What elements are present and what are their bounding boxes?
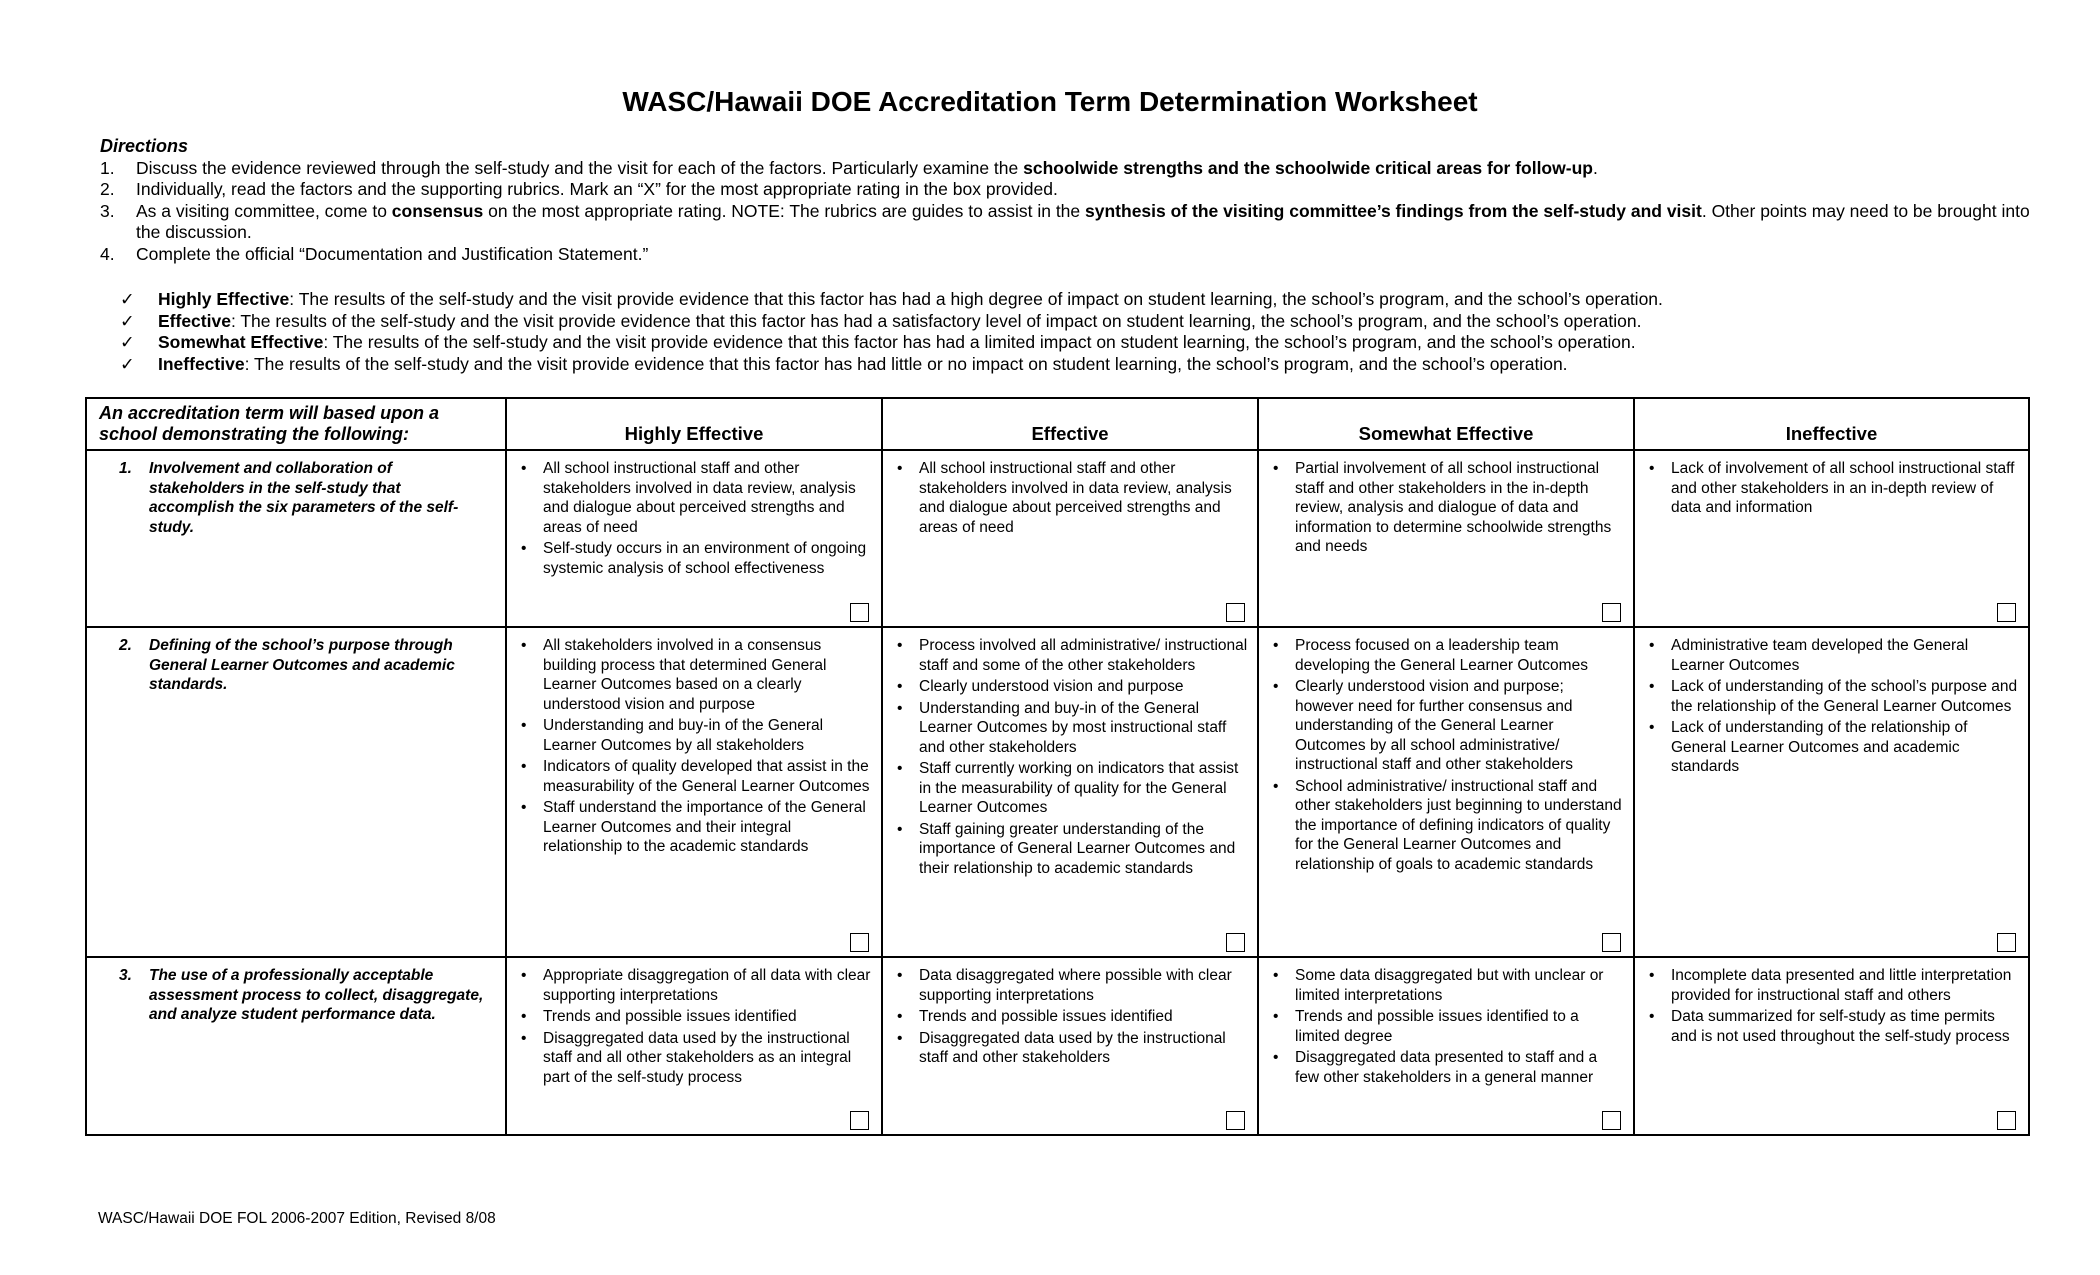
rubric-table (85, 397, 2030, 1136)
factor-description (87, 628, 505, 695)
criteria-item: • Appropriate disaggregation of all data with clear supporting interpretations (543, 966, 873, 1005)
factor-column-header: An accreditation term will based upon a school demonstrating the following: (86, 398, 506, 450)
rating-definition (120, 332, 2060, 354)
directions-list (100, 158, 2040, 266)
rating-checkbox[interactable] (1997, 1111, 2016, 1130)
criteria-item: • School administrative/ instructional staff and other stakeholders just beginning to understand the importance of defining indicators of quality for the General Learner Outcomes and relationship of goals to academic standards (1295, 777, 1625, 875)
rubric-cell (1634, 450, 2029, 627)
criteria-item: • Process involved all administrative/ instructional staff and some of the other stakeholders (919, 636, 1249, 675)
criteria-list (883, 628, 1257, 878)
rubric-cell (506, 450, 882, 627)
criteria-item: • All stakeholders involved in a consensus building process that determined General Learner Outcomes based on a clearly understood vision and purpose (543, 636, 873, 714)
criteria-item: • Disaggregated data used by the instructional staff and all other stakeholders as an integral part of the self-study process (543, 1029, 873, 1088)
criteria-item: • Disaggregated data presented to staff and a few other stakeholders in a general manner (1295, 1048, 1625, 1087)
direction-item (100, 201, 2040, 244)
criteria-list (1635, 958, 2028, 1046)
rating-term: Ineffective (158, 353, 245, 374)
checkmark-icon: ✓ (120, 310, 135, 331)
rating-term: Somewhat Effective (158, 332, 324, 352)
checkmark-icon: ✓ (120, 353, 135, 374)
rubric-cell (1634, 957, 2029, 1135)
direction-text: Complete the official “Documentation and Justification Statement.” (136, 243, 649, 264)
rubric-cell (1634, 627, 2029, 957)
criteria-item: • Incomplete data presented and little interpretation provided for instructional staff and others (1671, 966, 2020, 1005)
criteria-item: • Trends and possible issues identified (543, 1007, 873, 1027)
rubric-cell (882, 957, 1258, 1135)
factor-text: Involvement and collaboration of stakeholders in the self-study that accomplish the six parameters of the self-study. (149, 460, 459, 536)
direction-item (100, 244, 2040, 266)
rubric-cell (506, 957, 882, 1135)
direction-number: 3. (100, 200, 115, 221)
criteria-item: • Partial involvement of all school instructional staff and other stakeholders in the in-depth review, analysis and dialogue of data and information to determine schoolwide strengths and needs (1295, 459, 1625, 557)
criteria-item: • Staff currently working on indicators that assist in the measurability of quality for the General Learner Outcomes (919, 759, 1249, 818)
rating-term: Effective (158, 310, 231, 331)
criteria-item: • Trends and possible issues identified (919, 1007, 1249, 1027)
direction-number: 4. (100, 243, 115, 264)
rating-description: : The results of the self-study and the visit provide evidence that this factor has had a high degree of impact on student learning, the school’s program, and the school’s operation. (289, 289, 1663, 309)
criteria-list (1259, 958, 1633, 1087)
table-row (86, 957, 2029, 1135)
direction-number: 2. (100, 179, 115, 199)
criteria-item: • Data summarized for self-study as time permits and is not used throughout the self-study process (1671, 1007, 2020, 1046)
rating-description: : The results of the self-study and the visit provide evidence that this factor has had a limited impact on student learning, the school’s program, and the school’s operation. (323, 332, 1636, 352)
direction-emphasis: consensus (391, 200, 484, 221)
criteria-item: • Understanding and buy-in of the General Learner Outcomes by all stakeholders (543, 716, 873, 755)
criteria-item: • Clearly understood vision and purpose; however need for further consensus and understanding of the General Learner Outcomes by all school administrative/ instructional staff and other stakeholders (1295, 677, 1625, 775)
factor-text: The use of a professionally acceptable assessment process to collect, disaggregate, and analyze student performance data. (149, 967, 484, 1023)
factor-text: Defining of the school’s purpose through General Learner Outcomes and academic standards. (149, 637, 455, 693)
rating-checkbox[interactable] (1226, 1111, 1245, 1130)
rating-description: : The results of the self-study and the visit provide evidence that this factor has had a satisfactory level of impact on student learning, the school’s program, and the school’s operation. (230, 310, 1642, 331)
checkmark-icon: ✓ (120, 289, 135, 309)
direction-text: on the most appropriate rating. NOTE: The rubrics are guides to assist in the (483, 200, 1086, 221)
rating-description: : The results of the self-study and the visit provide evidence that this factor has had little or no impact on student learning, the school’s program, and the school’s operation. (244, 353, 1568, 374)
rating-definition (120, 289, 2060, 311)
rating-checkbox[interactable] (1226, 603, 1245, 622)
rating-checkbox[interactable] (850, 933, 869, 952)
directions-section (100, 136, 2040, 265)
rubric-cell (1258, 627, 1634, 957)
criteria-item: • Data disaggregated where possible with clear supporting interpretations (919, 966, 1249, 1005)
checkmark-icon: ✓ (120, 332, 135, 352)
factor-cell (86, 450, 506, 627)
rubric-cell (882, 627, 1258, 957)
criteria-list (883, 451, 1257, 537)
direction-emphasis: synthesis of the visiting committee’s findings from the self-study and visit (1085, 200, 1702, 221)
criteria-list (1635, 628, 2028, 777)
criteria-item: • All school instructional staff and other stakeholders involved in data review, analysis and dialogue about perceived strengths and areas of need (543, 459, 873, 537)
direction-item (100, 158, 2040, 180)
factor-description (87, 958, 505, 1025)
direction-text: . Other points may need to be brought into the discussion. (136, 200, 2030, 242)
rubric-cell (506, 627, 882, 957)
rating-definition (120, 311, 2060, 333)
column-header: Ineffective (1634, 398, 2029, 450)
direction-text: . (1592, 157, 1598, 178)
criteria-list (507, 628, 881, 857)
factor-number: 3. (119, 967, 132, 984)
direction-number: 1. (100, 157, 115, 178)
factor-cell (86, 957, 506, 1135)
criteria-item: • Staff gaining greater understanding of the importance of General Learner Outcomes and their relationship to academic standards (919, 820, 1249, 879)
directions-heading: Directions (100, 136, 189, 156)
footer-note: WASC/Hawaii DOE FOL 2006-2007 Edition, Revised 8/08 (98, 1210, 496, 1227)
direction-emphasis: schoolwide strengths and the schoolwide critical areas for follow-up (1023, 157, 1593, 178)
criteria-item: • Staff understand the importance of the General Learner Outcomes and their integral relationship to the academic standards (543, 798, 873, 857)
criteria-item: • Process focused on a leadership team developing the General Learner Outcomes (1295, 636, 1625, 675)
criteria-item: • Lack of understanding of the school’s purpose and the relationship of the General Learner Outcomes (1671, 677, 2020, 716)
factor-description (87, 451, 505, 537)
rubric-cell (1258, 450, 1634, 627)
criteria-list (1635, 451, 2028, 518)
column-header: Effective (882, 398, 1258, 450)
criteria-list (507, 451, 881, 578)
criteria-item: • All school instructional staff and other stakeholders involved in data review, analysis and dialogue about perceived strengths and areas of need (919, 459, 1249, 537)
direction-text: Individually, read the factors and the supporting rubrics. Mark an “X” for the most appropriate rating in the box provided. (136, 179, 1058, 199)
page-title: WASC/Hawaii DOE Accreditation Term Determination Worksheet (622, 86, 1478, 117)
table-row (86, 627, 2029, 957)
factor-number: 2. (119, 637, 132, 654)
criteria-list (1259, 628, 1633, 874)
rubric-cell (882, 450, 1258, 627)
column-header: Somewhat Effective (1258, 398, 1634, 450)
criteria-item: • Understanding and buy-in of the General Learner Outcomes by most instructional staff and other stakeholders (919, 699, 1249, 758)
table-row (86, 450, 2029, 627)
criteria-item: • Indicators of quality developed that assist in the measurability of the General Learner Outcomes (543, 757, 873, 796)
rating-checkbox[interactable] (1997, 603, 2016, 622)
criteria-item: • Disaggregated data used by the instructional staff and other stakeholders (919, 1029, 1249, 1068)
rating-checkbox[interactable] (850, 1111, 869, 1130)
direction-text: As a visiting committee, come to (136, 200, 392, 221)
criteria-list (507, 958, 881, 1087)
rating-checkbox[interactable] (1602, 1111, 1621, 1130)
table-header-row (86, 398, 2029, 450)
criteria-item: • Trends and possible issues identified to a limited degree (1295, 1007, 1625, 1046)
factor-cell (86, 627, 506, 957)
direction-text: Discuss the evidence reviewed through the self-study and the visit for each of the factors. Particularly examine the (136, 157, 1024, 178)
criteria-item: • Administrative team developed the General Learner Outcomes (1671, 636, 2020, 675)
criteria-list (1259, 451, 1633, 557)
direction-item (100, 179, 2040, 201)
rating-definitions (120, 289, 2060, 375)
factor-number: 1. (119, 460, 132, 477)
column-header: Highly Effective (506, 398, 882, 450)
criteria-item: • Some data disaggregated but with unclear or limited interpretations (1295, 966, 1625, 1005)
criteria-item: • Self-study occurs in an environment of ongoing systemic analysis of school effectiveness (543, 539, 873, 578)
rating-checkbox[interactable] (1226, 933, 1245, 952)
rating-checkbox[interactable] (1602, 603, 1621, 622)
rating-checkbox[interactable] (850, 603, 869, 622)
rating-checkbox[interactable] (1602, 933, 1621, 952)
rubric-cell (1258, 957, 1634, 1135)
rating-checkbox[interactable] (1997, 933, 2016, 952)
criteria-list (883, 958, 1257, 1068)
criteria-item: • Lack of understanding of the relationship of General Learner Outcomes and academic standards (1671, 718, 2020, 777)
criteria-item: • Lack of involvement of all school instructional staff and other stakeholders in an in-depth review of data and information (1671, 459, 2020, 518)
rating-definition (120, 354, 2060, 376)
criteria-item: • Clearly understood vision and purpose (919, 677, 1249, 697)
rating-term: Highly Effective (158, 289, 290, 309)
